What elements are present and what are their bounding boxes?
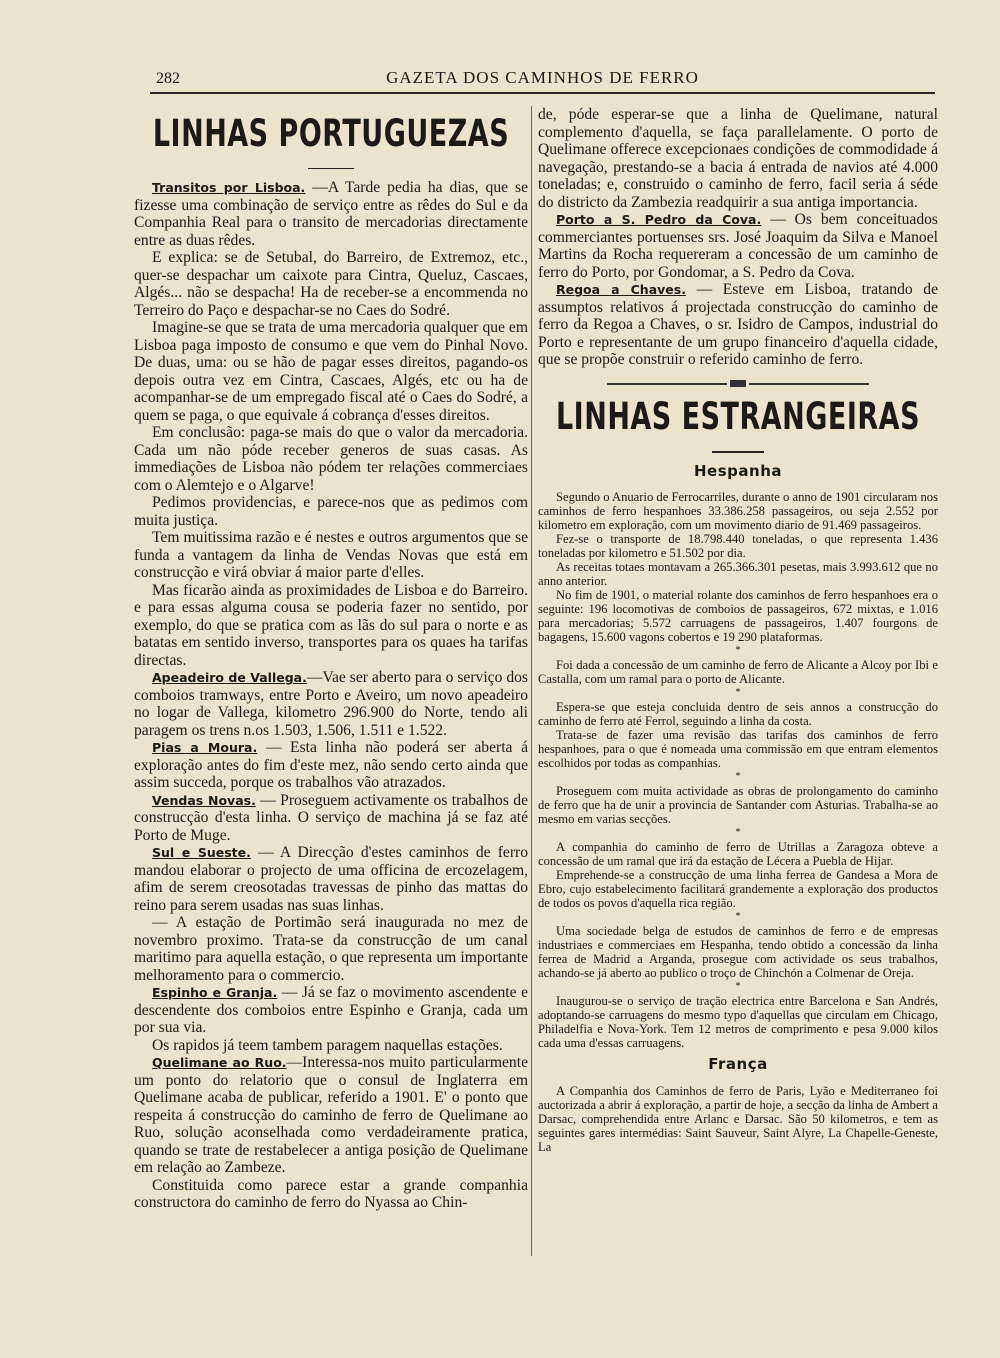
article-text: —Vae ser aberto para o serviço dos comboios tramways, entre Porto e Aveiro, um novo apeadeiro no logar de Vallega, kilometro 296.900 do Norte, tendo ali paragem os trens n.os 1.503, 1.506, 1.511 e 1.522. — [134, 669, 528, 739]
article-paragraph — [134, 844, 528, 914]
asterisk-separator: * — [735, 911, 741, 922]
news-item: No fim de 1901, o material rolante dos caminhos de ferro hespanhoes era o seguinte: 196 locomotivas de comboios de passageiros, 672 mixtas, e 1.016 para mercadorias; 5.572 carruagens de passageiros, 1.407 fourgons de bagagens, 15.600 vagons cobertos e 19 290 plataformas. — [538, 588, 938, 644]
title-rule — [308, 168, 354, 169]
news-item: Emprehende-se a construcção de uma linha ferrea de Gandesa a Mora de Ebro, cujo estabelecimento facilitará grandemente a exploração dos productos de todos os povos d'aquella rica região. — [538, 868, 938, 910]
article-heading: Quelimane ao Ruo. — [152, 1055, 287, 1070]
article-heading: Regoa a Chaves. — [556, 282, 686, 297]
column-divider — [531, 106, 532, 1256]
article-paragraph — [134, 179, 528, 249]
article-heading: Transitos por Lisboa. — [152, 180, 306, 195]
franca-news — [538, 1084, 938, 1154]
article-text: — Proseguem activamente os trabalhos de construcção d'esta linha. O serviço de machina já se faz até Porto de Muge. — [134, 791, 528, 844]
left-column — [134, 106, 528, 1212]
asterisk-separator: * — [735, 827, 741, 838]
article-heading: Vendas Novas. — [152, 792, 256, 808]
article-paragraph: Tem muitissima razão e é nestes e outros argumentos que se funda a vantagem da linha de Vendas Novas que está em construcção e virá obviar á maior parte d'elles. — [134, 529, 528, 581]
news-item: As receitas totaes montavam a 265.366.301 pesetas, mais 3.993.612 que no anno anterior. — [538, 560, 938, 588]
news-item: Fez-se o transporte de 18.798.440 toneladas, o que representa 1.436 toneladas por kilometro e 51.502 por dia. — [538, 532, 938, 560]
title-rule — [712, 451, 764, 453]
article-paragraph — [134, 669, 528, 739]
article-paragraph: Em conclusão: paga-se mais do que o valor da mercadoria. Cada um não póde receber generos de suas casas. As immediações de Lisboa não pódem ter relações commerciaes com o Alemtejo e o Algarve! — [134, 424, 528, 494]
running-head: GAZETA DOS CAMINHOS DE FERRO — [386, 68, 699, 87]
article-paragraph — [538, 211, 938, 281]
news-item: Inaugurou-se o serviço de tração electrica entre Barcelona e San Andrés, adoptando-se carruagens do mesmo typo d'aquellas que circulam em Chicago, Philadelfia e Nova-York. Tem 12 metros de comprimento e pesa 9.000 kilos cada uma d'essas carruagens. — [538, 994, 938, 1050]
article-paragraph — [134, 739, 528, 792]
article-text: —A Tarde pedia ha dias, que se fizesse uma combinação de serviço entre as rêdes do Sul e da Companhia Real para o transito de mercadorias directamente entre as duas rêdes. — [134, 179, 528, 249]
right-column — [538, 106, 938, 1154]
page-number: 282 — [156, 70, 180, 87]
article-paragraph — [134, 792, 528, 845]
article-heading: Pias a Moura. — [152, 740, 258, 755]
article-paragraph: Pedimos providencias, e parece-nos que as pedimos com muita justiça. — [134, 494, 528, 529]
asterisk-separator: * — [735, 771, 741, 782]
article-paragraph — [538, 281, 938, 369]
news-item: Uma sociedade belga de estudos de caminhos de ferro e de empresas industriaes e commerciaes em Hespanha, tendo obtido a concessão da linha ferrea de Madrid a Arganda, prosegue com actividade os seus trabalhos, achando-se já aberto ao publico o troço de Chinchón a Colmenar de Oreja. — [538, 924, 938, 980]
article-text: — Já se faz o movimento ascendente e descendente dos comboios entre Espinho e Granja, cada um por sua via. — [134, 984, 528, 1036]
news-item: A Companhia dos Caminhos de ferro de Paris, Lyão e Mediterraneo foi auctorizada a abrir á exploração, a partir de hoje, a secção da linha de Ambert a Darsac, comprehendida entre Arlanc e Darsac. São 50 kilometros, e tem as seguintes gares intermédias: Saint Sauveur, Saint Alyre, La Chapelle-Geneste, La — [538, 1083, 938, 1154]
page-header — [150, 66, 935, 94]
article-paragraph: Os rapidos já teem tambem paragem naquellas estações. — [152, 1036, 503, 1054]
news-item: Proseguem com muita actividade as obras de prolongamento do caminho de ferro que ha de unir a provincia de Santander com Asturias. Trabalha-se ao mesmo em varias secções. — [538, 784, 938, 826]
article-paragraph: Mas ficarão ainda as proximidades de Lisboa e do Barreiro. e para essas alguma cousa se poderia fazer no sentido, por exemplo, do que se pratica com as lãs do sul para o norte e as batatas em sentido inverso, transportes para os quaes ha tarifas directas. — [134, 581, 528, 669]
section-title-linhas-estrangeiras: LINHAS ESTRANGEIRAS — [555, 395, 921, 439]
article-paragraph: — A estação de Portimão será inaugurada no mez de novembro proximo. Trata-se da construcção de um canal maritimo para aquella estação, o que representa um importante melhoramento para o commercio. — [134, 914, 528, 984]
article-paragraph — [134, 1054, 528, 1177]
news-item: Segundo o Anuario de Ferrocarriles, durante o anno de 1901 circularam nos caminhos de ferro hespanhoes 33.386.258 passageiros, ou seja 2.552 por kilometro em exploração, com um movimento diario de 91.469 passageiros. — [538, 490, 938, 532]
ornament-divider — [538, 379, 938, 389]
asterisk-separator: * — [735, 687, 741, 698]
article-paragraph: Imagine-se que se trata de uma mercadoria qualquer que em Lisboa paga imposto de consumo e que vem do Pinhal Novo. De duas, uma: ou se hão de pagar esses direitos, pagando-os depois outra vez em Cintra, Cascaes, Algés, etc ou ha de acompanhar-se de um empregado fiscal até o Caes do Sodré, a quem se paga, o que equivale á cobrança d'esses direitos. — [134, 319, 528, 424]
article-paragraph: de, póde esperar-se que a linha de Quelimane, natural complemento d'aquella, se faça parallelamente. O porto de Quelimane offerece excepcionaes condições de commodidade á navegação, prestando-se a bacia á entrada de navios até 4.000 toneladas; e, construido o caminho de ferro, facil seria á séde do districto da Zambezia readquirir a sua antiga importancia. — [538, 106, 938, 211]
asterisk-separator: * — [735, 645, 741, 656]
article-heading: Espinho e Granja. — [152, 985, 278, 1000]
article-paragraph: Constituida como parece estar a grande companhia constructora do caminho de ferro do Nyassa ao Chin- — [134, 1176, 528, 1211]
article-text: — Esta linha não poderá ser aberta á exploração antes do fim d'este mez, não sendo certo ainda que assim succeda, porque os trabalhos vão atrazados. — [134, 739, 528, 791]
article-paragraph — [134, 984, 528, 1037]
article-text: —Interessa-nos muito particularmente um ponto do relatorio que o consul de Inglaterra em Quelimane acaba de publicar, referido a 1901. E' o ponto que respeita á construcção do caminho de ferro de Quelimane ao Ruo, solução aconselhada como verdadeiramente pratica, quando se trate de restabelecer a antiga posição de Quelimane em relação ao Zambeze. — [134, 1054, 528, 1176]
article-text: — Os bem conceituados commerciantes portuenses srs. José Joaquim da Silva e Manoel Martins da Rocha requereram a concessão de um caminho de ferro do Porto, por Gondomar, a S. Pedro da Cova. — [538, 211, 938, 281]
news-item: Espera-se que esteja concluida dentro de seis annos a construcção do caminho de ferro até Ferrol, seguindo a linha da costa. — [538, 700, 938, 728]
news-item: A companhia do caminho de ferro de Utrillas a Zaragoza obteve a concessão de um ramal que irá da estação de Lécera a Puebla de Hijar. — [538, 840, 938, 868]
article-text: — Esteve em Lisboa, tratando de assumptos relativos á projectada construcção do caminho de ferro da Regoa a Chaves, o sr. Isidro de Campos, industrial do Porto e representante de um grupo financeiro d'aquella cidade, que se propõe construir o referido caminho de ferro. — [538, 281, 938, 368]
article-paragraph: E explica: se de Setubal, do Barreiro, de Extremoz, etc., quer-se despachar um caixote para Cintra, Queluz, Cascaes, Algés... não se despacha! Ha de receber-se a encommenda no Terreiro do Paço e despachar-se no Caes do Sodré. — [134, 249, 528, 319]
section-title-linhas-portuguezas: LINHAS PORTUGUEZAS — [152, 112, 510, 156]
hespanha-news — [538, 490, 938, 1050]
news-item: Foi dada a concessão de um caminho de ferro de Alicante a Alcoy por Ibi e Castalla, com um ramal para o porto de Alicante. — [538, 658, 938, 686]
article-heading: Apeadeiro de Vallega. — [152, 670, 307, 685]
article-heading: Porto a S. Pedro da Cova. — [556, 212, 762, 227]
asterisk-separator: * — [735, 981, 741, 992]
news-item: Trata-se de fazer uma revisão das tarifas dos caminhos de ferro hespanhoes, para o que é nomeada uma commissão em que entram elementos escolhidos por todas as companhias. — [538, 728, 938, 770]
country-heading-hespanha: Hespanha — [694, 461, 782, 480]
article-heading: Sul e Sueste. — [152, 845, 251, 860]
article-text: — A Direcção d'estes caminhos de ferro mandou elaborar o projecto de uma officina de ercozelagem, afim de serem creosotadas travessas de pinho das mattas do reino para serem usadas nas suas linhas. — [134, 844, 529, 914]
country-heading-franca: França — [708, 1055, 768, 1073]
